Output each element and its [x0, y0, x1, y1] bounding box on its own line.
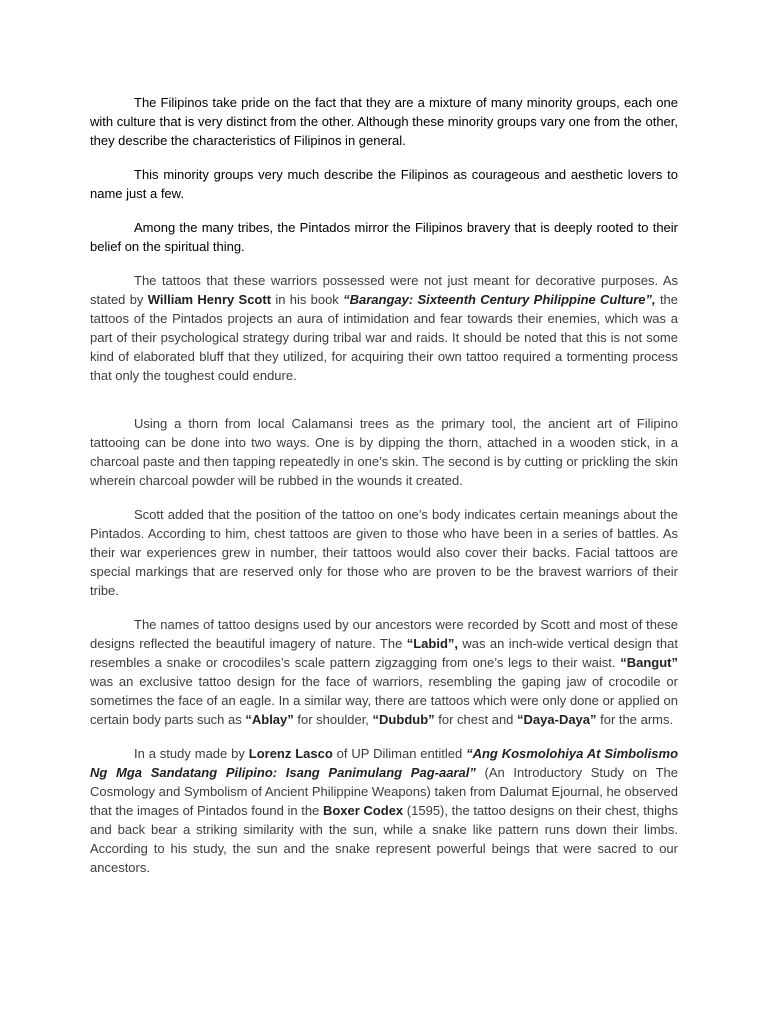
text-run: for chest and [434, 712, 518, 727]
author-name: William Henry Scott [147, 292, 272, 307]
text-run: (1595), the tattoo designs on their chest, thighs and back bear a striking similarity with the sun, while a snake like pattern runs down their limbs. According to his study, the sun and the snake represent powerful beings that were sacred to our ancestors. [90, 803, 678, 875]
paragraph-tattoo-position: Scott added that the position of the tattoo on one’s body indicates certain meanings about the Pintados. According to him, chest tattoos are given to those who have been in a series of battles. As their war experiences grew in number, their tattoos would also cover their backs. Facial tattoos are special markings that are reserved only for those who are proven to be the bravest warriors of their tribe. [90, 507, 678, 598]
design-term: “Daya-Daya” [517, 712, 597, 727]
text-run: for the arms. [596, 712, 674, 727]
text-run: of UP Diliman entitled [332, 746, 467, 761]
paragraph-tattoo-designs [90, 615, 678, 729]
paragraph-lasco-study [90, 744, 678, 877]
text-run: The names of tattoo designs used by our ancestors were recorded by Scott and most of these designs reflected the beautiful imagery of nature. The [90, 617, 678, 651]
paragraph-tattoo-purpose [90, 271, 678, 385]
design-term: “Labid”, [406, 636, 458, 651]
study-title: “Ang Kosmolohiya At Simbolismo Ng Mga Sandatang Pilipino: Isang Panimulang Pag-aaral” [90, 746, 679, 780]
paragraph-tattoo-method: Using a thorn from local Calamansi trees as the primary tool, the ancient art of Filipino tattooing can be done into two ways. One is by dipping the thorn, attached in a wooden stick, in a charcoal paste and then tapping repeatedly in one’s skin. The second is by cutting or prickling the skin wherein charcoal powder will be rubbed in the wounds it created. [90, 416, 678, 488]
design-term: “Bangut” [620, 655, 678, 670]
design-term: “Ablay” [245, 712, 294, 727]
paragraph-minority-groups: This minority groups very much describe the Filipinos as courageous and aesthetic lovers to name just a few. [90, 167, 678, 201]
text-run: for shoulder, [293, 712, 373, 727]
document-page [90, 93, 678, 892]
text-run: (An Introductory Study on The Cosmology and Symbolism of Ancient Philippine Weapons) taken from Dalumat Ejournal, he observed that the images of Pintados found in the [90, 765, 678, 818]
text-run: the tattoos of the Pintados projects an aura of intimidation and fear towards their enemies, which was a part of their psychological strategy during tribal war and raids. It should be noted that this is not some kind of elaborated bluff that they utilized, for acquiring their own tattoo required a tormenting process that only the toughest could endure. [90, 292, 679, 383]
book-title: “Barangay: Sixteenth Century Philippine Culture”, [343, 292, 656, 307]
paragraph-pintados-bravery: Among the many tribes, the Pintados mirror the Filipinos bravery that is deeply rooted to their belief on the spiritual thing. [90, 220, 678, 254]
text-run: was an exclusive tattoo design for the face of warriors, resembling the gaping jaw of crocodile or sometimes the face of an eagle. In a similar way, there are tattoos which were only done or applied on certain body parts such as [90, 674, 678, 727]
codex-name: Boxer Codex [322, 803, 404, 818]
design-term: “Dubdub” [372, 712, 435, 727]
author-name: Lorenz Lasco [248, 746, 333, 761]
text-run: In a study made by [134, 746, 249, 761]
text-run: in his book [271, 292, 344, 307]
paragraph-filipinos-mixture: The Filipinos take pride on the fact that they are a mixture of many minority groups, each one with culture that is very distinct from the other. Although these minority groups vary one from the other, they describe the characteristics of Filipinos in general. [90, 95, 678, 148]
text-run: The tattoos that these warriors possessed were not just meant for decorative purposes. As stated by [90, 273, 678, 307]
text-run: was an inch-wide vertical design that resembles a snake or crocodiles’s scale pattern zigzagging from one’s legs to their waist. [90, 636, 678, 670]
